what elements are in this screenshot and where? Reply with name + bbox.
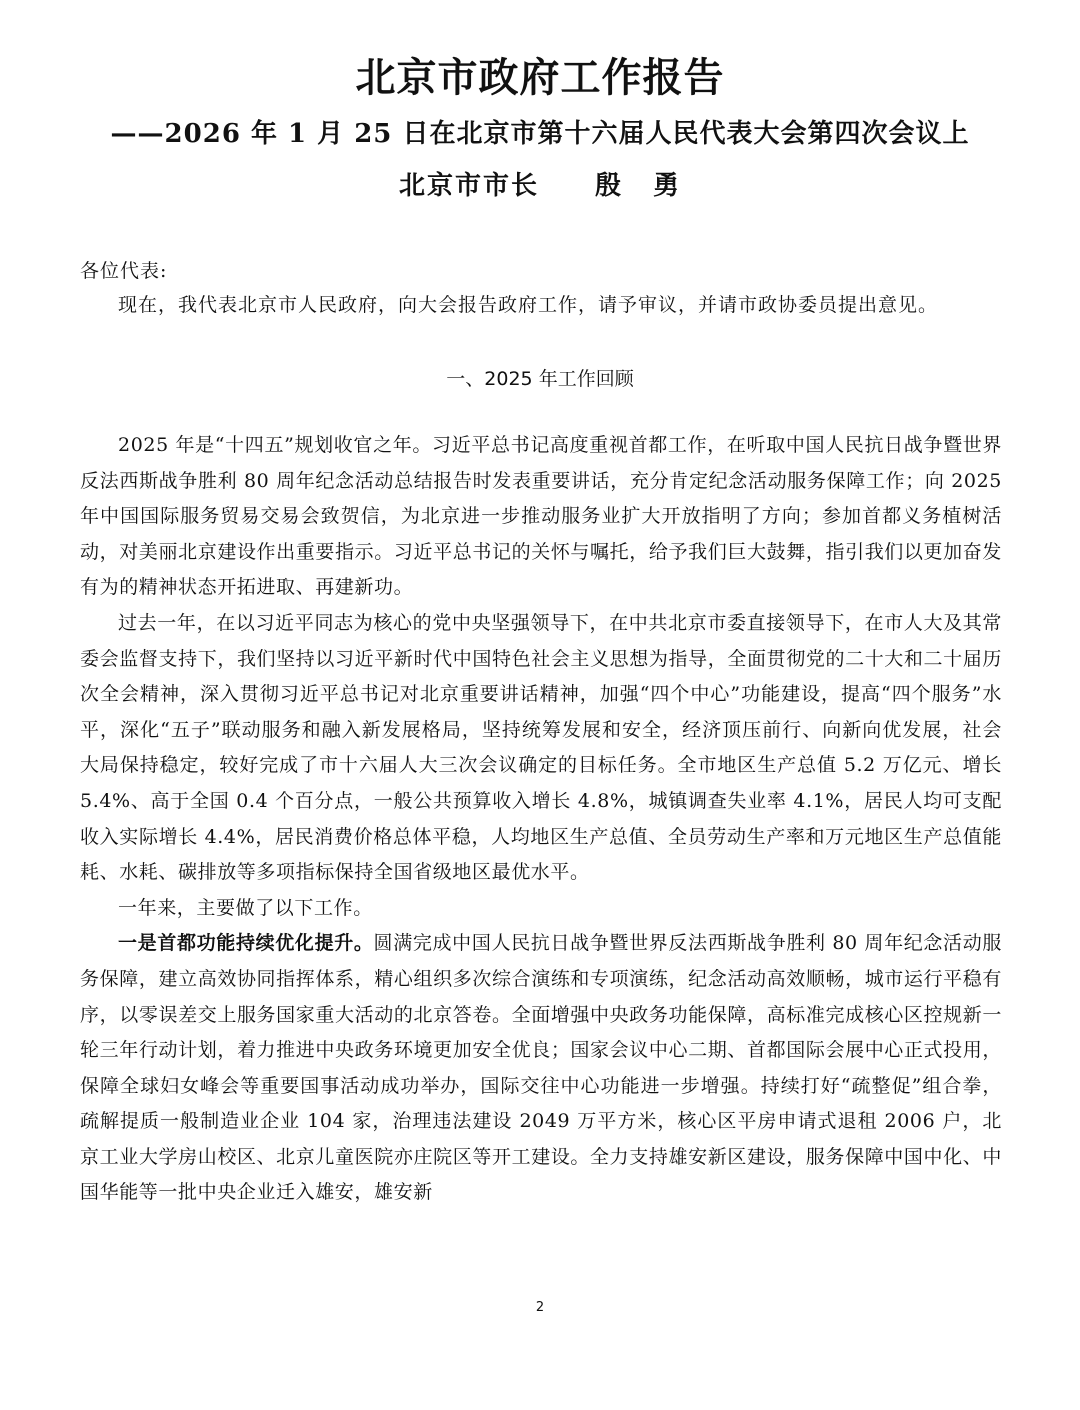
page-number: 2 — [535, 1300, 545, 1315]
section-heading: 一、2025 年工作回顾 — [446, 368, 634, 390]
paragraph: 过去一年，在以习近平同志为核心的党中央坚强领导下，在中共北京市委直接领导下，在市人大及其常委会监督支持下，我们坚持以习近平新时代中国特色社会主义思想为指导，全面贯彻党的二十大和二十届历次全会精神，深入贯彻习近平总书记对北京重要讲话精神，加强“四个中心”功能建设，提高“四个服务”水平，深化“五子”联动服务和融入新发展格局，坚持统筹发展和安全，经济顶压前行、向新向优发展，社会大局保持稳定，较好完成了市十六届人大三次会议确定的目标任务。全市地区生产总值 5.2 万亿元、增长 5.4%、高于全国 0.4 个百分点，一般公共预算收入增长 4.8%，城镇调查失业率 4.1%，居民人均可支配收入实际增长 4.4%，居民消费价格总体平稳，人均地区生产总值、全员劳动生产率和万元地区生产总值能耗、水耗、碳排放等多项指标保持全国省级地区最优水平。 — [80, 611, 1002, 884]
author-name-first: 殷 — [594, 171, 623, 201]
greeting: 各位代表: — [80, 260, 168, 282]
intro-paragraph: 现在，我代表北京市人民政府，向大会报告政府工作，请予审议，并请市政协委员提出意见。 — [118, 294, 939, 316]
paragraph-lead: 一是首都功能持续优化提升。 — [118, 932, 374, 955]
author-role: 北京市市长 — [398, 171, 539, 201]
report-author — [0, 166, 1080, 206]
paragraph: 一年来，主要做了以下工作。 — [118, 896, 373, 919]
paragraph: 2025 年是“十四五”规划收官之年。习近平总书记高度重视首都工作，在听取中国人民抗日战争暨世界反法西斯战争胜利 80 周年纪念活动总结报告时发表重要讲话，充分肯定纪念活动服务保障工作；向 2025 年中国国际服务贸易交易会致贺信，为北京进一步推动服务业扩大开放指明了方向；参加首都义务植树活动，对美丽北京建设作出重要指示。习近平总书记的关怀与嘱托，给予我们巨大鼓舞，指引我们以更加奋发有为的精神状态开拓进取、再建新功。 — [80, 434, 1002, 599]
paragraph-rest: 圆满完成中国人民抗日战争暨世界反法西斯战争胜利 80 周年纪念活动服务保障，建立高效协同指挥体系，精心组织多次综合演练和专项演练，纪念活动高效顺畅，城市运行平稳有序，以零误差交上服务国家重大活动的北京答卷。全面增强中央政务功能保障，高标准完成核心区控规新一轮三年行动计划，着力推进中央政务环境更加安全优良；国家会议中心二期、首都国际会展中心正式投用，保障全球妇女峰会等重要国事活动成功举办，国际交往中心功能进一步增强。持续打好“疏整促”组合拳，疏解提质一般制造业企业 104 家，治理违法建设 2049 万平方米，核心区平房申请式退租 2006 户，北京工业大学房山校区、北京儿童医院亦庄院区等开工建设。全力支持雄安新区建设，服务保障中国中化、中国华能等一批中央企业迁入雄安，雄安新 — [80, 932, 1002, 1204]
author-name-last: 勇 — [653, 171, 682, 201]
report-subtitle: ——2026 年 1 月 25 日在北京市第十六届人民代表大会第四次会议上 — [110, 119, 970, 149]
paragraph — [80, 926, 1002, 1211]
report-title: 北京市政府工作报告 — [355, 55, 725, 101]
body-text — [80, 428, 1002, 1211]
